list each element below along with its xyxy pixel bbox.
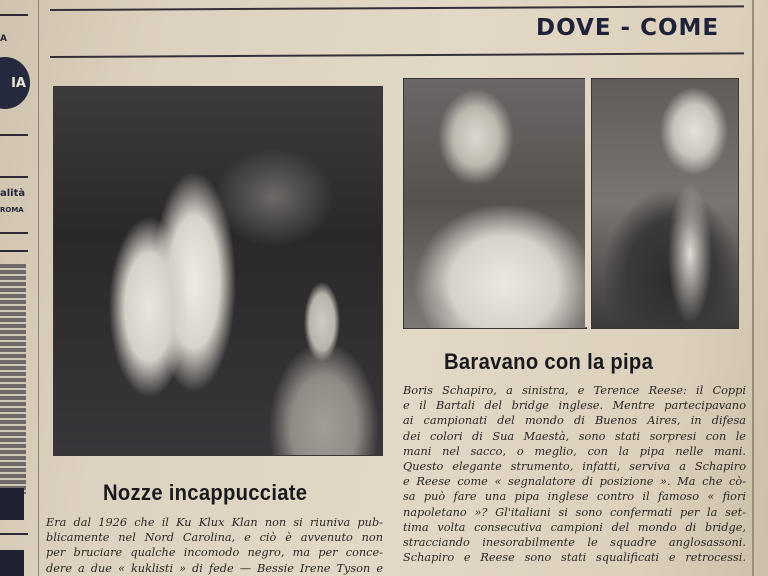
body-line: blicamente nel Nord Carolina, e ciò è avvenuto non (46, 531, 383, 545)
body-line: Questo elegante strumento, infatti, serviva a Schapiro (403, 460, 746, 474)
oval-logo-text: IA (11, 75, 26, 91)
article-body-kkk (46, 515, 383, 576)
left-fragment-text: ROMA (0, 206, 24, 214)
body-line: Era dal 1926 che il Ku Klux Klan non si riuniva pub- (46, 516, 383, 529)
header-bottom-rule (50, 52, 744, 58)
body-line: ai campionati del mondo di Buenos Aires, in difesa (403, 414, 746, 428)
left-fragment-text: A (0, 34, 7, 44)
body-line: tima volta consecutiva campioni del mondo di bridge, (403, 520, 746, 534)
body-line: dere a due « kuklisti » di fede — Bessie Irene Tyson e (46, 561, 383, 575)
body-line: mani nel sacco, o meglio, con la pipa nelle mani. (403, 444, 746, 458)
body-line: napoletano »? Gl'italiani si sono confermati per la set- (403, 505, 746, 519)
body-line: stracciando inesorabilmente le squadre anglosassoni. (403, 536, 746, 550)
body-line: sa può fare una pipa inglese contro il famoso « fiori (403, 490, 746, 504)
left-cutoff-column (0, 0, 36, 576)
article-body-bridge (403, 383, 746, 565)
page-fold (752, 0, 754, 576)
oval-logo (0, 57, 30, 109)
divider-rule (0, 533, 28, 535)
header-top-rule (50, 5, 744, 11)
divider-rule (0, 176, 28, 178)
kkk-wedding-photo (53, 86, 383, 456)
body-line: e Reese come « segnalatore di posizione ». Ma che cò- (403, 475, 746, 489)
schapiro-photo (403, 78, 587, 329)
divider-rule (0, 134, 28, 136)
left-advertisement-image (0, 264, 26, 494)
body-line: per bruciare qualche incomodo negro, ma per conce- (46, 546, 383, 560)
divider-rule (0, 250, 28, 252)
body-line: Schapiro e Reese sono stati squalificati e retrocessi. (403, 551, 746, 565)
left-advertisement-block (0, 550, 24, 576)
divider-rule (0, 14, 28, 16)
left-fragment-text: alità (0, 188, 26, 199)
article-headline-bridge: Baravano con la pipa (444, 349, 654, 374)
article-headline-kkk: Nozze incappucciate (103, 480, 308, 505)
reese-photo (591, 78, 739, 329)
section-title: DOVE - COME (536, 15, 720, 41)
left-advertisement-block (0, 488, 24, 520)
column-divider (38, 0, 39, 576)
body-line: dei colori di Sua Maestà, sono stati sorpresi con le (403, 429, 746, 443)
body-line: e il Bartali del bridge inglese. Mentre partecipavano (403, 399, 746, 413)
body-line: Boris Schapiro, a sinistra, e Terence Reese: il Coppi (403, 384, 746, 397)
divider-rule (0, 232, 28, 234)
